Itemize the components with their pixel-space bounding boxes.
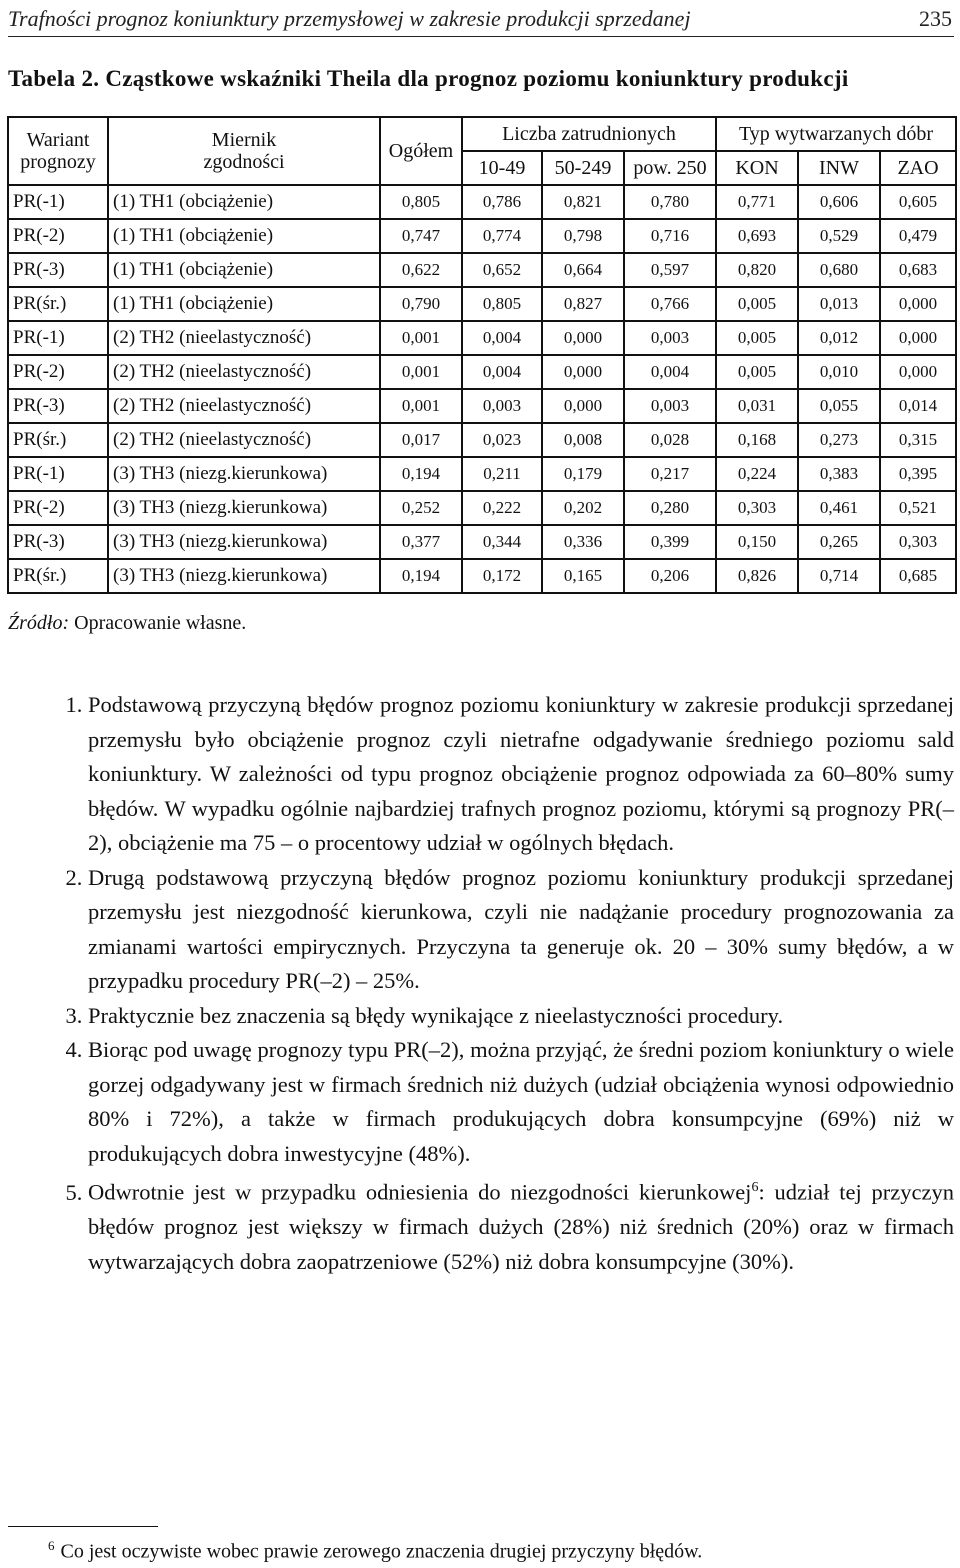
cell-value: 0,000 xyxy=(880,287,956,321)
cell-value: 0,766 xyxy=(624,287,716,321)
cell-value: 0,000 xyxy=(542,321,624,355)
cell-variant: PR(-1) xyxy=(8,321,108,355)
cell-value: 0,714 xyxy=(798,559,880,593)
header-sub: 50-249 xyxy=(542,151,624,185)
cell-value: 0,001 xyxy=(380,355,462,389)
cell-value: 0,747 xyxy=(380,219,462,253)
running-title: Trafności prognoz koniunktury przemysłowej w zakresie produkcji sprzedanej xyxy=(8,6,691,31)
cell-value: 0,529 xyxy=(798,219,880,253)
cell-value: 0,790 xyxy=(380,287,462,321)
cell-value: 0,685 xyxy=(880,559,956,593)
header-sub: KON xyxy=(716,151,798,185)
cell-value: 0,395 xyxy=(880,457,956,491)
table-row xyxy=(8,287,956,321)
cell-value: 0,399 xyxy=(624,525,716,559)
cell-value: 0,377 xyxy=(380,525,462,559)
cell-value: 0,000 xyxy=(542,389,624,423)
cell-value: 0,202 xyxy=(542,491,624,525)
cell-value: 0,001 xyxy=(380,321,462,355)
table-row xyxy=(8,185,956,219)
cell-value: 0,003 xyxy=(462,389,542,423)
cell-variant: PR(-3) xyxy=(8,525,108,559)
cell-value: 0,031 xyxy=(716,389,798,423)
cell-variant: PR(śr.) xyxy=(8,287,108,321)
cell-value: 0,716 xyxy=(624,219,716,253)
cell-variant: PR(-2) xyxy=(8,491,108,525)
header-measure: Miernik zgodności xyxy=(108,117,380,185)
cell-value: 0,805 xyxy=(462,287,542,321)
table-row xyxy=(8,321,956,355)
cell-value: 0,664 xyxy=(542,253,624,287)
cell-measure: (3) TH3 (niezg.kierunkowa) xyxy=(108,525,380,559)
cell-value: 0,344 xyxy=(462,525,542,559)
cell-measure: (3) TH3 (niezg.kierunkowa) xyxy=(108,559,380,593)
cell-value: 0,004 xyxy=(462,355,542,389)
footnote xyxy=(48,1538,702,1564)
cell-value: 0,606 xyxy=(798,185,880,219)
list-item xyxy=(88,1171,954,1279)
table-row xyxy=(8,389,956,423)
table-row xyxy=(8,423,956,457)
cell-value: 0,005 xyxy=(716,287,798,321)
header-sub: ZAO xyxy=(880,151,956,185)
cell-value: 0,194 xyxy=(380,559,462,593)
cell-measure: (2) TH2 (nieelastyczność) xyxy=(108,355,380,389)
table-row xyxy=(8,457,956,491)
footnote-ref[interactable]: 6 xyxy=(751,1180,759,1195)
cell-value: 0,826 xyxy=(716,559,798,593)
cell-variant: PR(śr.) xyxy=(8,559,108,593)
cell-value: 0,821 xyxy=(542,185,624,219)
table-row xyxy=(8,491,956,525)
table-row xyxy=(8,355,956,389)
cell-value: 0,003 xyxy=(624,389,716,423)
cell-value: 0,013 xyxy=(798,287,880,321)
cell-value: 0,222 xyxy=(462,491,542,525)
cell-value: 0,820 xyxy=(716,253,798,287)
cell-value: 0,000 xyxy=(880,321,956,355)
cell-value: 0,211 xyxy=(462,457,542,491)
cell-value: 0,303 xyxy=(880,525,956,559)
cell-measure: (2) TH2 (nieelastyczność) xyxy=(108,423,380,457)
cell-value: 0,172 xyxy=(462,559,542,593)
cell-value: 0,165 xyxy=(542,559,624,593)
cell-value: 0,683 xyxy=(880,253,956,287)
cell-value: 0,336 xyxy=(542,525,624,559)
body-text xyxy=(48,688,954,1279)
cell-measure: (2) TH2 (nieelastyczność) xyxy=(108,321,380,355)
cell-value: 0,273 xyxy=(798,423,880,457)
table-row xyxy=(8,219,956,253)
cell-value: 0,217 xyxy=(624,457,716,491)
cell-value: 0,805 xyxy=(380,185,462,219)
cell-value: 0,003 xyxy=(624,321,716,355)
header-sub: pow. 250 xyxy=(624,151,716,185)
footnote-text: Co jest oczywiste wobec prawie zerowego znaczenia drugiej przyczyny błędów. xyxy=(60,1540,703,1563)
cell-value: 0,252 xyxy=(380,491,462,525)
cell-measure: (2) TH2 (nieelastyczność) xyxy=(108,389,380,423)
cell-value: 0,012 xyxy=(798,321,880,355)
cell-variant: PR(śr.) xyxy=(8,423,108,457)
source-text: Opracowanie własne. xyxy=(69,612,247,634)
cell-value: 0,786 xyxy=(462,185,542,219)
cell-value: 0,004 xyxy=(624,355,716,389)
cell-value: 0,622 xyxy=(380,253,462,287)
header-group-goods: Typ wytwarzanych dóbr xyxy=(716,117,956,151)
cell-value: 0,827 xyxy=(542,287,624,321)
cell-value: 0,693 xyxy=(716,219,798,253)
cell-value: 0,005 xyxy=(716,321,798,355)
cell-measure: (1) TH1 (obciążenie) xyxy=(108,219,380,253)
cell-value: 0,000 xyxy=(880,355,956,389)
cell-value: 0,780 xyxy=(624,185,716,219)
cell-value: 0,680 xyxy=(798,253,880,287)
header-group-employment: Liczba zatrudnionych xyxy=(462,117,716,151)
cell-variant: PR(-2) xyxy=(8,219,108,253)
cell-value: 0,005 xyxy=(716,355,798,389)
cell-value: 0,652 xyxy=(462,253,542,287)
header-divider xyxy=(8,36,954,37)
cell-variant: PR(-1) xyxy=(8,185,108,219)
cell-value: 0,479 xyxy=(880,219,956,253)
header-total: Ogółem xyxy=(380,117,462,185)
cell-value: 0,000 xyxy=(542,355,624,389)
table-row xyxy=(8,559,956,593)
cell-variant: PR(-1) xyxy=(8,457,108,491)
cell-value: 0,150 xyxy=(716,525,798,559)
list-item: 2. Drugą podstawową przyczyną błędów prognoz poziomu koniunktury produkcji sprzedanej przemysłu jest niezgodność kierunkowa, czyli nie nadążanie procedury prognozowania za zmianami wartości empirycznych. Przyczyna ta generuje ok. 20 – 30% sumy błędów, a w przypadku procedury PR(–2) – 25%. xyxy=(88,861,954,999)
table-row xyxy=(8,253,956,287)
cell-value: 0,010 xyxy=(798,355,880,389)
item5-text-cont: : udział tej przyczyn błędów prognoz jest większy w firmach dużych (28%) niż średnich (20%) oraz w firmach wytwarzających dobra zaopatrzeniowe (52%) niż dobra konsumpcyjne (30%). xyxy=(88,1179,955,1274)
footnote-number: 6 xyxy=(48,1538,55,1553)
page-number: 235 xyxy=(919,6,952,31)
table-caption: Tabela 2. Cząstkowe wskaźniki Theila dla prognoz poziomu koniunktury produkcji xyxy=(8,66,849,91)
cell-value: 0,280 xyxy=(624,491,716,525)
cell-measure: (3) TH3 (niezg.kierunkowa) xyxy=(108,491,380,525)
cell-value: 0,055 xyxy=(798,389,880,423)
cell-variant: PR(-3) xyxy=(8,389,108,423)
cell-value: 0,008 xyxy=(542,423,624,457)
cell-value: 0,521 xyxy=(880,491,956,525)
footnote-divider xyxy=(8,1526,158,1527)
list-item: 4. Biorąc pod uwagę prognozy typu PR(–2), można przyjąć, że średni poziom koniunktury o wiele gorzej odgadywany jest w firmach średnich niż dużych (udział obciążenia wynosi odpowiednio 80% i 72%), a także w firmach produkujących dobra konsumpcyjne (69%) niż w produkujących dobra inwestycyjne (48%). xyxy=(88,1033,954,1171)
cell-measure: (1) TH1 (obciążenie) xyxy=(108,287,380,321)
cell-variant: PR(-2) xyxy=(8,355,108,389)
cell-value: 0,194 xyxy=(380,457,462,491)
cell-measure: (3) TH3 (niezg.kierunkowa) xyxy=(108,457,380,491)
cell-value: 0,017 xyxy=(380,423,462,457)
table-source xyxy=(8,612,246,635)
cell-value: 0,315 xyxy=(880,423,956,457)
table-row xyxy=(8,525,956,559)
cell-value: 0,224 xyxy=(716,457,798,491)
cell-value: 0,179 xyxy=(542,457,624,491)
source-label: Źródło: xyxy=(8,612,70,634)
cell-value: 0,461 xyxy=(798,491,880,525)
theil-table xyxy=(7,116,957,594)
cell-value: 0,001 xyxy=(380,389,462,423)
cell-value: 0,265 xyxy=(798,525,880,559)
cell-value: 0,028 xyxy=(624,423,716,457)
cell-variant: PR(-3) xyxy=(8,253,108,287)
cell-value: 0,014 xyxy=(880,389,956,423)
cell-value: 0,303 xyxy=(716,491,798,525)
cell-value: 0,774 xyxy=(462,219,542,253)
cell-value: 0,206 xyxy=(624,559,716,593)
header-variant: Wariant prognozy xyxy=(8,117,108,185)
cell-value: 0,004 xyxy=(462,321,542,355)
item5-text: Odwrotnie jest w przypadku odniesienia do niezgodności kierunkowej xyxy=(88,1179,752,1205)
cell-measure: (1) TH1 (obciążenie) xyxy=(108,253,380,287)
cell-value: 0,597 xyxy=(624,253,716,287)
findings-list xyxy=(48,688,954,1279)
cell-value: 0,383 xyxy=(798,457,880,491)
cell-value: 0,771 xyxy=(716,185,798,219)
cell-measure: (1) TH1 (obciążenie) xyxy=(108,185,380,219)
list-item: 3. Praktycznie bez znaczenia są błędy wynikające z nieelastyczności procedury. xyxy=(88,999,954,1034)
cell-value: 0,168 xyxy=(716,423,798,457)
cell-value: 0,798 xyxy=(542,219,624,253)
running-header xyxy=(8,2,952,36)
header-sub: INW xyxy=(798,151,880,185)
cell-value: 0,605 xyxy=(880,185,956,219)
header-sub: 10-49 xyxy=(462,151,542,185)
cell-value: 0,023 xyxy=(462,423,542,457)
list-item: 1. Podstawową przyczyną błędów prognoz poziomu koniunktury w zakresie produkcji sprzedanej przemysłu było obciążenie prognoz czyli nietrafne odgadywanie średniego poziomu sald koniunktury. W zależności od typu prognoz obciążenie prognoz odpowiada za 60–80% sumy błędów. W wypadku ogólnie najbardziej trafnych prognoz poziomu, którymi są prognozy PR(–2), obciążenie ma 75 – o procentowy udział w ogólnych błędach. xyxy=(88,688,954,861)
